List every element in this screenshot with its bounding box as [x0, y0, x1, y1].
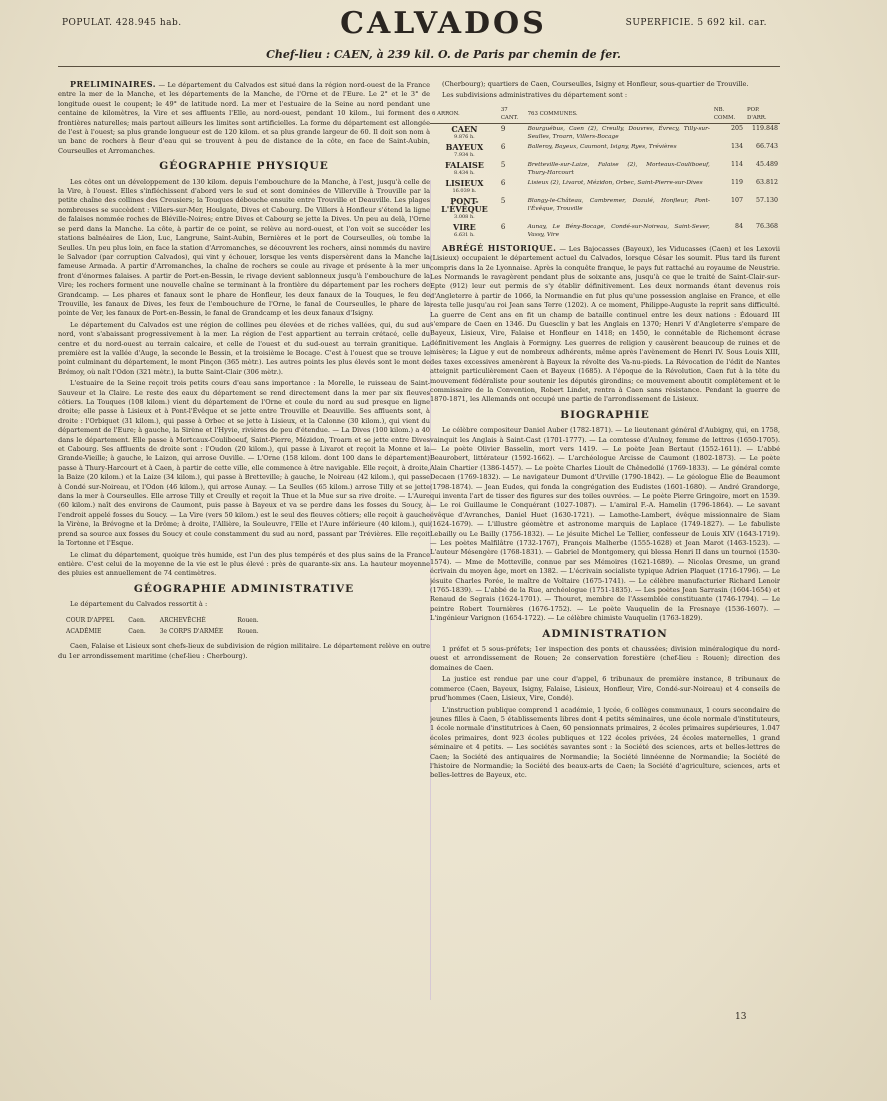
geo-paragraph-2: Le département du Calvados est une région de collines peu élevées et de riches vallées, qui, du sud au nord, vont s'abaissant progressivement à la mer. La région de l'est appartient au terrain crétacé, celle du centre et du nord-ouest au terrain calcaire, et celle de l'ouest et du sud-ouest au terrain granitique. La première est la vallée d'Auge, la seconde le Bessin, et la troisième le Bocage. C'est à l'ouest que se trouve le point culminant du département, le mont Pinçon (365 mètr.). Les autres points les plus élevés sont le mont de Brémoy, où naît l'Odon (321 mètr.), la butte Saint-Clair (306 mètr.). [58, 320, 430, 376]
column-header: NB. COMM. [712, 105, 745, 124]
ressort-value: Caen. [128, 616, 146, 624]
table-row [430, 196, 780, 222]
administration-text-2: La justice est rendue par une cour d'appel, 6 tribunaux de première instance, 8 tribunaux de commerce (Caen, Bayeux, Isigny, Falaise, Lisieux, Honfleur, Vire, Condé-sur-Noireau) et 4 conseils de prud'hommes (Caen, Lisieux, Vire, Condé). [430, 675, 780, 703]
communes-count: 114 [731, 160, 744, 168]
left-column [58, 80, 430, 1085]
biographie-text: Le célèbre compositeur Daniel Auber (1782-1871). — Le lieutenant général d'Aubigny, qui, en 1758, vainquit les Anglais à Saint-Cast (1701-1777). — La comtesse d'Aulnoy, femme de lettres (1650-1705). — Le poète Olivier Basselin, mort vers 1419. — Le poète Jean Bertaut (1552-1611). — L'abbé Beaurobert, littérateur (1592-1662). — L'archéologue Arcisse de Caumont (1802-1873). — Le poète Alain Chartier (1386-1457). — Le poète Charles Lioult de Chênedollé (1769-1833). — Le général comte Decaen (1769-1832). — Le navigateur Dumont d'Urville (1790-1842). — Le géologue Élie de Beaumont (1798-1874). — Jean Eudes, qui fonda la congrégation des Eudistes (1601-1680). — André Grandorge, qui inventa l'art de tisser des figures sur des toiles ouvrées. — Le poète Pierre Gringoire, mort en 1539. — Le roi Guillaume le Conquérant (1027-1087). — L'amiral F.-A. Hamelin (1796-1864). — Le savant évêque d'Avranches, Daniel Huet (1630-1721). — Lamothe-Lambert, évêque missionnaire de Siam (1624-1679). — L'illustre géomètre et astronome marquis de Laplace (1749-1827). — Le fabuliste Lebailly ou Le Bailly (1756-1832). — Le jésuite Michel Le Tellier, confesseur de Louis XIV (1643-1719). — Les poètes Malfilâtre (1732-1767), François Malherbe (1555-1628) et Jean Marot (1463-1523). — L'auteur Mésengère (1768-1831). — Gabriel de Montgomery, qui blessa Henri II dans un tournoi (1530-1574). — Mme de Motteville, connue par ses Mémoires (1621-1689). — Nicolas Oresme, un grand écrivain du moyen âge, mort en 1382. — L'écrivain socialiste typique Adrien Plaquet (1716-1796). — Le jésuite Charles Porée, le maître de Voltaire (1675-1741). — Le célèbre manufacturier Richard Lenoir (1765-1839). — L'abbé de la Rue, archéologue (1751-1835). — Les poètes Jean Sarrasin (1604-1654) et Renaud de Segrais (1624-1701). — Thouret, membre de l'Assemblée constituante (1746-1794). — Le peintre Robert Tournières (1676-1752). — Le poète Vauquelin de la Fresnaye (1536-1607). — L'ingénieur Varignon (1654-1722). — Le célèbre chimiste Vauquelin (1763-1829). [430, 426, 780, 623]
ressort-table [58, 614, 267, 639]
column-header: POP. D'ARR. [745, 105, 780, 124]
arrondissement-population: 76.368 [755, 222, 778, 230]
arrondissement-population: 57.130 [755, 196, 778, 204]
canton-count: 6 [500, 142, 506, 151]
superficie-label: SUPERFICIE. 5 692 kil. car. [625, 18, 767, 28]
ressort-label: ACADÉMIE [66, 627, 102, 635]
biographie-heading: BIOGRAPHIE [560, 408, 650, 421]
arrondissement-name: LISIEUX [445, 177, 484, 188]
column-header: 6 ARRON. [430, 105, 499, 124]
communes-count: 205 [731, 124, 744, 132]
arrondissement-population: 66.743 [755, 142, 778, 150]
population-label: POPULAT. 428.945 hab. [62, 18, 182, 28]
arrondissement-pop: 16.039 h. [452, 187, 477, 194]
canton-count: 5 [500, 196, 506, 205]
page-number: 13 [735, 1012, 747, 1022]
preliminaires-heading: PRÉLIMINAIRES. [70, 80, 157, 89]
preliminaires-text: — Le département du Calvados est situé dans la région nord-ouest de la France entre la mer de la Manche, et les départements de la Manche, de l'Orne et de l'Eure. Le 2° et le 3° de longitude ouest le coupent; le 49° de latitude nord. La mer et l'estuaire de la Seine au nord pendant une centaine de kilomètres, la Vire et ses affluents l'Elle, au nord-ouest, pendant 10 kilom., lui forment des frontières naturelles; mais partout ailleurs les limites sont artificielles. La forme du département est allongée de l'est à l'ouest; sa plus grande longueur est de 120 kilom. et sa plus grande largeur de 60. Il doit son nom à un banc de rochers à fleur d'eau qui se trouvent à peu de distance de la côte, en face de Saint-Aubin, Courseulles et Arromanches. [58, 81, 430, 155]
table-header-row [430, 105, 780, 124]
cantons-list: Bretteville-sur-Laize, Falaise (2), Morteaux-Couliboeuf, Thury-Harcourt [527, 161, 710, 176]
header-rule [58, 66, 780, 67]
cantons-list: Aunay, Le Bény-Bocage, Condé-sur-Noireau, Saint-Sever, Vassy, Vire [527, 223, 710, 238]
preliminaires-paragraph [58, 80, 430, 156]
arrondissement-name: CAEN [451, 123, 478, 134]
table-row [430, 160, 780, 178]
adm-intro: Le département du Calvados ressortit à : [70, 600, 208, 609]
table-row [430, 123, 780, 142]
arrondissement-pop: 8.434 h. [454, 169, 475, 176]
arrondissement-pop: 9.876 h. [454, 133, 475, 140]
administration-text-3: L'instruction publique comprend 1 académie, 1 lycée, 6 collèges communaux, 1 cours secondaire de jeunes filles à Caen, 5 établissements libres dont 4 petits séminaires, une école normale d'instituteurs, 1 école normale d'institutrices à Caen, 60 pensionnats primaires, 2 écoles primaires supérieures, 1.047 écoles primaires, dont 923 écoles publiques et 122 écoles privées, 24 écoles maternelles, 1 grand séminaire et 4 petits. — Les sociétés savantes sont : la Société des sciences, arts et belles-lettres de Caen; la Société des antiquaires de Normandie; la Société linnéenne de Normandie; la Société de l'histoire de Normandie; la Société des beaux-arts de Caen; la Société d'agriculture, sciences, arts et belles-lettres de Bayeux, etc. [430, 705, 780, 780]
ressort-value: Rouen. [237, 627, 259, 635]
administration-heading: ADMINISTRATION [542, 627, 668, 640]
right-column [430, 80, 780, 1085]
geo-paragraph-1: Les côtes ont un développement de 130 kilom. depuis l'embouchure de la Manche, à l'est, jusqu'à celle de la Vire, à l'ouest. Elles s'infléchissent d'abord vers le sud et sont dominées de Villerville à Trouville par la petite chaîne des collines des Creusiers; la Touques débouche ensuite entre Trouville et Deauville. Les plages nombreuses se succèdent : Villers-sur-Mer, Houlgate, Dives et Cabourg. De Villers à Honfleur s'étend la ligne de falaises nommée roches de Bléville-Noires; entre Dives et Cabourg se jette la Dives. Un peu au delà, l'Orne se perd dans la Manche. La côte, à partir de ce point, se relève au nord-ouest, et l'on voit se succéder les stations balnéaires de Lion, Luc, Langrune, Saint-Aubin, Bernières et le port de Courseulles, où tombe la Seulles. Un peu plus loin, en face la station d'Arromanches, se découvrent les rochers, ainsi nommés du navire le Salvador (par corruption Calvados), qui vint y échouer, lorsque les vents dispersèrent dans la Manche la fameuse Armada. A partir d'Arromanches, la chaîne de rochers se coule au rivage et présente à la mer un front d'énormes falaises. A partir de Port-en-Bessin, le rivage devient sablonneux jusqu'à l'embouchure de la Vire; les rochers forment une nouvelle chaîne se terminant à la frontière du département par les rochers de Grandcamp. — Les phares et fanaux sont le phare de Honfleur, les deux fanaux de la Touques, le feu de Trouville, les fanaux de Dives, les feux de l'embouchure de l'Orne, le fanal de Courseulles, le phare de la pointe de Ver, les fanaux de Port-en-Bessin, le fanal de Grandcamp et les deux fanaux d'Isigny. [58, 177, 430, 318]
canton-count: 6 [500, 222, 506, 231]
ressort-label: ARCHEVÊCHÉ [159, 616, 206, 624]
cantons-list: Balleroy, Bayeux, Caumont, Isigny, Ryes, Trévières [527, 143, 677, 150]
ressort-value: Rouen. [237, 616, 259, 624]
adm-text: Caen, Falaise et Lisieux sont chefs-lieux de subdivision de région militaire. Le département relève en outre du 1er arrondissement maritime (chef-lieu : Cherbourg). [58, 642, 430, 660]
ressort-label: 3e CORPS D'ARMÉE [159, 627, 224, 635]
arrondissement-pop: 3.008 h. [454, 213, 475, 220]
column-header: 37 CANT. [499, 105, 526, 124]
arrondissement-population: 45.489 [755, 160, 778, 168]
arrondissement-population: 119.848 [751, 124, 778, 132]
communes-count: 119 [731, 178, 744, 186]
administration-text-1: 1 préfet et 5 sous-préfets; 1er inspection des ponts et chaussées; division minéralogique du nord-ouest et arrondissement de Rouen; 2e conservation forestière (chef-lieu : Rouen); direction des domaines de Caen. [430, 645, 780, 672]
chef-lieu-subtitle: Chef-lieu : CAEN, à 239 kil. O. de Paris par chemin de fer. [266, 48, 621, 61]
ressort-row [60, 627, 265, 636]
table-row [430, 222, 780, 240]
table-row [430, 142, 780, 160]
arrondissement-name: PONT-L'ÉVÊQUE [441, 195, 488, 214]
table-row [430, 178, 780, 196]
cantons-list: Blangy-le-Château, Cambremer, Dozulé, Honfleur, Pont-l'Évêque, Trouville [527, 197, 710, 212]
historique-text: — Les Bajocasses (Bayeux), les Viducasses (Caen) et les Lexovii (Lisieux) occupaient le département actuel du Calvados, lorsque César les soumit. Plus tard ils furent compris dans la 2e Lyonnaise. Après la conquête franque, le pays fut rattaché au royaume de Neustrie. Les Normands le ravagèrent pendant plus de soixante ans, jusqu'à ce que le traité de Saint-Clair-sur-Epte (912) leur eut permis de s'y établir définitivement. Les deux normands étant devenus rois d'Angleterre à partir de 1066, la Normandie en fut plus qu'une possession anglaise en France, et elle resta telle jusqu'au roi Jean sans Terre (1202). A ce moment, Philippe-Auguste la reprit sans difficulté. La guerre de Cent ans en fit un champ de bataille continuel entre les deux nations : Édouard III s'empare de Caen en 1346. Du Guesclin y bat les Anglais en 1370; Henri V d'Angleterre s'empare de Bayeux, Lisieux, Vire, Falaise et Honfleur en 1418; en 1450, le connétable de Richemont écrase définitivement les Anglais à Formigny. Les guerres de religion y causèrent beaucoup de ruines et de misères; la Ligue y eut de nombreux adhérents, même après l'avènement de Henri IV. Sous Louis XIII, des taxes excessives amenèrent à Bayeux la révolte des Va-nu-pieds. La Révocation de l'édit de Nantes atteignit particulièrement Caen et Bayeux (1685). A l'époque de la Révolution, Caen fut à la tête du mouvement fédéraliste pour soutenir les députés girondins; ce mouvement aboutit complètement et le commissaire de la Convention, Robert Lindet, rentra à Caen sans résistance. Pendant la guerre de 1870-1871, les Allemands ont occupé une partie de l'arrondissement de Lisieux. [430, 244, 780, 404]
cantons-list: Lisieux (2), Livarot, Mézidon, Orbec, Saint-Pierre-sur-Dives [527, 179, 703, 186]
arrondissement-name: BAYEUX [445, 141, 484, 152]
canton-count: 6 [500, 178, 506, 187]
arrondissement-name: VIRE [453, 221, 476, 232]
ressort-label: COUR D'APPEL [66, 616, 115, 624]
historique-heading: ABRÉGÉ HISTORIQUE. [442, 242, 557, 253]
communes-count: 107 [731, 196, 744, 204]
canton-count: 9 [500, 124, 506, 133]
arrondissement-name: FALAISE [444, 159, 484, 170]
canton-count: 5 [500, 160, 506, 169]
geo-paragraph-4: Le climat du département, quoique très humide, est l'un des plus tempérés et des plus sains de la France entière. C'est celui de la moyenne de la vie est le plus élevé : près de quarante-six ans. La hauteur moyenne des pluies est annuellement de 74 centimètres. [58, 550, 430, 578]
page-title: CALVADOS [340, 6, 547, 41]
column-header: 763 COMMUNES. [526, 105, 712, 124]
geographie-administrative-heading: GÉOGRAPHIE ADMINISTRATIVE [133, 582, 355, 595]
historique-paragraph [430, 244, 780, 405]
cantons-list: Bourguébus, Caen (2), Creully, Douvres, Évrecy, Tilly-sur-Seulles, Troarn, Villers-Bocage [527, 125, 710, 140]
arrondissements-table [430, 105, 780, 240]
continuation-text: (Cherbourg); quartiers de Caen, Courseulles, Isigny et Honfleur, sous-quartier de Trouville. [442, 80, 749, 88]
subdivisions-intro: Les subdivisions administratives du département sont : [442, 91, 628, 100]
geographie-physique-heading: GÉOGRAPHIE PHYSIQUE [159, 160, 329, 173]
arrondissement-pop: 7.934 h. [454, 151, 475, 158]
communes-count: 134 [731, 142, 744, 150]
arrondissement-pop: 6.631 h. [454, 231, 475, 238]
ressort-value: Caen. [128, 627, 146, 635]
ressort-row [60, 616, 265, 625]
communes-count: 84 [735, 222, 744, 230]
arrondissement-population: 63.812 [755, 178, 778, 186]
geo-paragraph-3: L'estuaire de la Seine reçoit trois petits cours d'eau sans importance : la Morelle, le ruisseau de Saint-Sauveur et la Claire. Le reste des eaux du département se rend directement dans la mer par six fleuves côtiers. La Touques (108 kilom.) vient du département de l'Orne et coule du nord au sud presque en ligne droite; elle passe à Lisieux et à Pont-l'Évêque et se jette entre Trouville et Deauville. Ses affluents sont, à droite : l'Orbiquet (31 kilom.), qui passe à Orbec et se jette à Lisieux, et la Calonne (30 kilom.), qui vient du département de l'Eure; à gauche, la Sirène et l'Hyvie, rivières de peu d'étendue. — La Dives (100 kilom.) a 40 dans le département. Elle passe à Mortcaux-Couliboeuf, Saint-Pierre, Mézidon, Troarn et se jette entre Dives et Cabourg. Ses affluents de droite sont : l'Oudon (20 kilom.), qui passe à Livarot et reçoit la Monne et la Grande-Vieille; à gauche, le Laizon, qui arrose Ouville. — L'Orne (158 kilom. dont 100 dans le département) passe à Thury-Harcourt et à Caen, à partir de cette ville, elle commence à être navigable. Elle reçoit, à droite, la Baize (20 kilom.) et la Laize (34 kilom.), qui passe à Bretteville; à gauche, le Noireau (42 kilom.), qui passe à Condé sur-Noireau, et l'Odon (46 kilom.), qui arrose Aunay. — La Seulles (65 kilom.) arrose Tilly et se jette dans la mer à Courseulles. Elle arrose Tilly et Creully et reçoit la Thue et la Mue sur sa rive droite. — L'Aure (60 kilom.) naît des environs de Caumont, puis passe à Bayeux et va se perdre dans les fosses du Soucy, à l'endroit appelé fosses du Soucy. — La Vire (vers 50 kilom.) est le seul des fleuves côtiers; elle reçoit à gauche la Virène, la Brévogne et la Drôme; à droite, l'Allière, la Souleuvre, l'Elle et l'Aure inférieure (40 kilom.), qui prend sa source aux fosses du Soucy et coule constamment du sud au nord, passant par Trévières. Elle reçoit la Tortonne et l'Esque. [58, 379, 430, 548]
